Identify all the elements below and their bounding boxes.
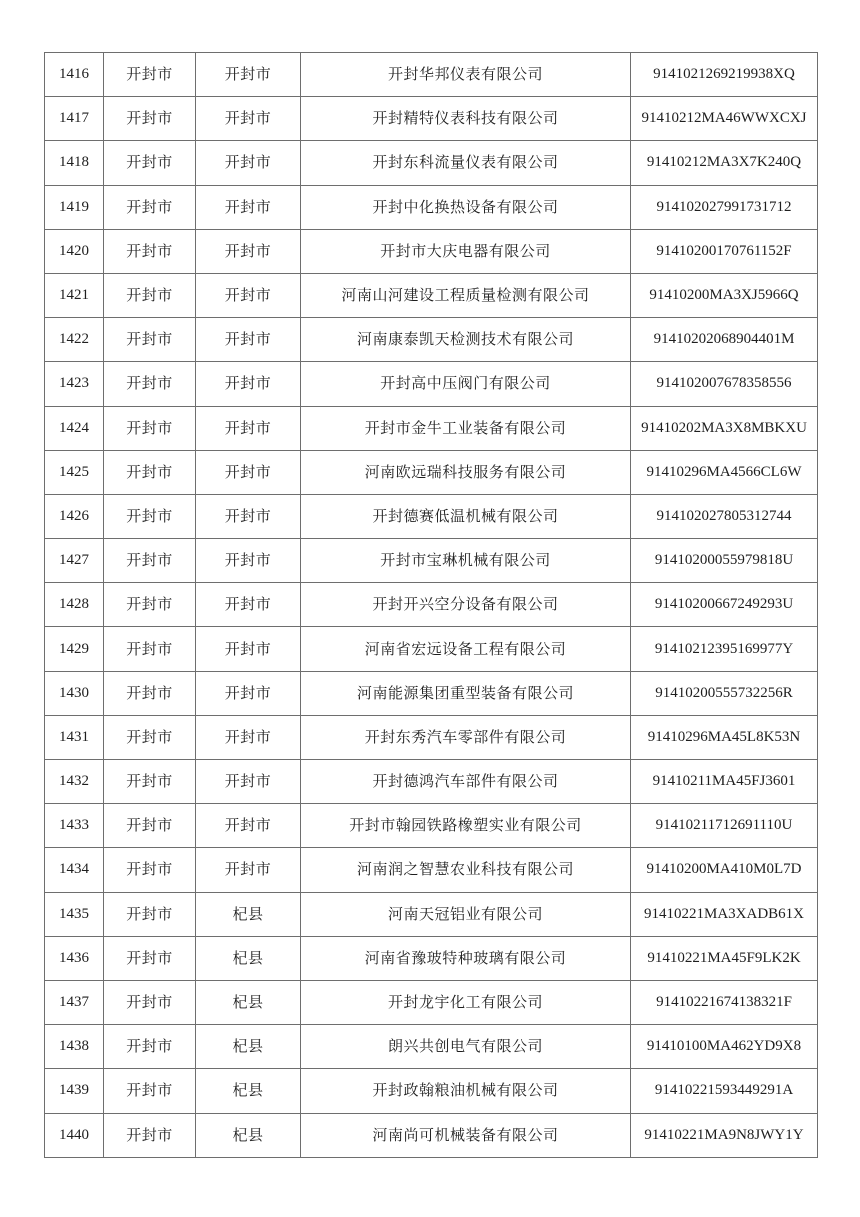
table-row (45, 450, 818, 494)
row-number: 1420 (45, 229, 104, 273)
city-cell: 开封市 (104, 760, 196, 804)
company-name-cell: 开封政翰粮油机械有限公司 (301, 1069, 631, 1113)
company-name-cell: 开封市金牛工业装备有限公司 (301, 406, 631, 450)
city-cell: 开封市 (104, 583, 196, 627)
county-cell: 开封市 (196, 760, 301, 804)
credit-code-cell: 9141021269219938XQ (631, 53, 818, 97)
company-name-cell: 开封华邦仪表有限公司 (301, 53, 631, 97)
row-number: 1425 (45, 450, 104, 494)
city-cell: 开封市 (104, 273, 196, 317)
city-cell: 开封市 (104, 1025, 196, 1069)
table-row (45, 980, 818, 1024)
row-number: 1418 (45, 141, 104, 185)
table-row (45, 715, 818, 759)
row-number: 1433 (45, 804, 104, 848)
city-cell: 开封市 (104, 1069, 196, 1113)
city-cell: 开封市 (104, 318, 196, 362)
table-row (45, 318, 818, 362)
row-number: 1440 (45, 1113, 104, 1157)
county-cell: 杞县 (196, 936, 301, 980)
table-row (45, 141, 818, 185)
county-cell: 开封市 (196, 450, 301, 494)
credit-code-cell: 91410221MA3XADB61X (631, 892, 818, 936)
row-number: 1439 (45, 1069, 104, 1113)
row-number: 1437 (45, 980, 104, 1024)
company-name-cell: 开封精特仪表科技有限公司 (301, 97, 631, 141)
row-number: 1424 (45, 406, 104, 450)
county-cell: 开封市 (196, 318, 301, 362)
city-cell: 开封市 (104, 494, 196, 538)
city-cell: 开封市 (104, 671, 196, 715)
county-cell: 开封市 (196, 141, 301, 185)
credit-code-cell: 91410212395169977Y (631, 627, 818, 671)
county-cell: 开封市 (196, 97, 301, 141)
row-number: 1417 (45, 97, 104, 141)
company-name-cell: 河南康泰凯天检测技术有限公司 (301, 318, 631, 362)
county-cell: 杞县 (196, 892, 301, 936)
table-row (45, 1069, 818, 1113)
company-name-cell: 河南天冠铝业有限公司 (301, 892, 631, 936)
company-name-cell: 河南能源集团重型装备有限公司 (301, 671, 631, 715)
credit-code-cell: 91410200555732256R (631, 671, 818, 715)
row-number: 1430 (45, 671, 104, 715)
company-name-cell: 开封龙宇化工有限公司 (301, 980, 631, 1024)
city-cell: 开封市 (104, 980, 196, 1024)
row-number: 1428 (45, 583, 104, 627)
row-number: 1422 (45, 318, 104, 362)
table-row (45, 362, 818, 406)
credit-code-cell: 91410200055979818U (631, 539, 818, 583)
credit-code-cell: 91410200MA3XJ5966Q (631, 273, 818, 317)
city-cell: 开封市 (104, 848, 196, 892)
row-number: 1434 (45, 848, 104, 892)
company-name-cell: 朗兴共创电气有限公司 (301, 1025, 631, 1069)
city-cell: 开封市 (104, 715, 196, 759)
county-cell: 开封市 (196, 715, 301, 759)
county-cell: 开封市 (196, 406, 301, 450)
city-cell: 开封市 (104, 362, 196, 406)
credit-code-cell: 914102027805312744 (631, 494, 818, 538)
company-name-cell: 河南省豫玻特种玻璃有限公司 (301, 936, 631, 980)
credit-code-cell: 91410202MA3X8MBKXU (631, 406, 818, 450)
company-name-cell: 河南尚可机械装备有限公司 (301, 1113, 631, 1157)
row-number: 1427 (45, 539, 104, 583)
credit-code-cell: 91410221MA9N8JWY1Y (631, 1113, 818, 1157)
table-row (45, 892, 818, 936)
company-list-table (44, 52, 818, 1158)
row-number: 1426 (45, 494, 104, 538)
table-row (45, 848, 818, 892)
credit-code-cell: 91410211712691110U (631, 804, 818, 848)
table-row (45, 1025, 818, 1069)
city-cell: 开封市 (104, 936, 196, 980)
company-name-cell: 开封高中压阀门有限公司 (301, 362, 631, 406)
row-number: 1423 (45, 362, 104, 406)
table-row (45, 97, 818, 141)
city-cell: 开封市 (104, 185, 196, 229)
county-cell: 杞县 (196, 1113, 301, 1157)
city-cell: 开封市 (104, 406, 196, 450)
row-number: 1419 (45, 185, 104, 229)
company-name-cell: 开封德赛低温机械有限公司 (301, 494, 631, 538)
credit-code-cell: 91410100MA462YD9X8 (631, 1025, 818, 1069)
county-cell: 杞县 (196, 980, 301, 1024)
county-cell: 杞县 (196, 1025, 301, 1069)
table-row (45, 760, 818, 804)
company-name-cell: 开封东科流量仪表有限公司 (301, 141, 631, 185)
table-row (45, 185, 818, 229)
city-cell: 开封市 (104, 1113, 196, 1157)
county-cell: 开封市 (196, 273, 301, 317)
row-number: 1429 (45, 627, 104, 671)
row-number: 1436 (45, 936, 104, 980)
credit-code-cell: 91410200MA410M0L7D (631, 848, 818, 892)
city-cell: 开封市 (104, 141, 196, 185)
county-cell: 开封市 (196, 362, 301, 406)
county-cell: 开封市 (196, 53, 301, 97)
row-number: 1432 (45, 760, 104, 804)
table-body (45, 53, 818, 1158)
city-cell: 开封市 (104, 627, 196, 671)
city-cell: 开封市 (104, 97, 196, 141)
county-cell: 杞县 (196, 1069, 301, 1113)
table-row (45, 229, 818, 273)
company-name-cell: 河南润之智慧农业科技有限公司 (301, 848, 631, 892)
company-name-cell: 河南欧远瑞科技服务有限公司 (301, 450, 631, 494)
credit-code-cell: 91410221674138321F (631, 980, 818, 1024)
city-cell: 开封市 (104, 892, 196, 936)
credit-code-cell: 914102007678358556 (631, 362, 818, 406)
county-cell: 开封市 (196, 848, 301, 892)
credit-code-cell: 91410221593449291A (631, 1069, 818, 1113)
table-row (45, 671, 818, 715)
company-name-cell: 开封中化换热设备有限公司 (301, 185, 631, 229)
city-cell: 开封市 (104, 450, 196, 494)
company-name-cell: 开封开兴空分设备有限公司 (301, 583, 631, 627)
county-cell: 开封市 (196, 539, 301, 583)
credit-code-cell: 91410200170761152F (631, 229, 818, 273)
row-number: 1421 (45, 273, 104, 317)
credit-code-cell: 91410212MA3X7K240Q (631, 141, 818, 185)
row-number: 1435 (45, 892, 104, 936)
credit-code-cell: 91410296MA45L8K53N (631, 715, 818, 759)
city-cell: 开封市 (104, 539, 196, 583)
table-row (45, 804, 818, 848)
table-row (45, 406, 818, 450)
table-row (45, 539, 818, 583)
company-name-cell: 开封市大庆电器有限公司 (301, 229, 631, 273)
row-number: 1438 (45, 1025, 104, 1069)
table-row (45, 273, 818, 317)
credit-code-cell: 914102027991731712 (631, 185, 818, 229)
company-name-cell: 河南山河建设工程质量检测有限公司 (301, 273, 631, 317)
county-cell: 开封市 (196, 185, 301, 229)
table-row (45, 1113, 818, 1157)
company-name-cell: 开封市宝琳机械有限公司 (301, 539, 631, 583)
table-row (45, 627, 818, 671)
city-cell: 开封市 (104, 53, 196, 97)
city-cell: 开封市 (104, 804, 196, 848)
row-number: 1416 (45, 53, 104, 97)
table-row (45, 494, 818, 538)
company-name-cell: 河南省宏远设备工程有限公司 (301, 627, 631, 671)
credit-code-cell: 91410211MA45FJ3601 (631, 760, 818, 804)
county-cell: 开封市 (196, 494, 301, 538)
company-name-cell: 开封市翰园铁路橡塑实业有限公司 (301, 804, 631, 848)
company-name-cell: 开封德鸿汽车部件有限公司 (301, 760, 631, 804)
county-cell: 开封市 (196, 583, 301, 627)
credit-code-cell: 91410202068904401M (631, 318, 818, 362)
table-row (45, 583, 818, 627)
city-cell: 开封市 (104, 229, 196, 273)
table-row (45, 936, 818, 980)
county-cell: 开封市 (196, 627, 301, 671)
county-cell: 开封市 (196, 804, 301, 848)
credit-code-cell: 91410200667249293U (631, 583, 818, 627)
county-cell: 开封市 (196, 229, 301, 273)
credit-code-cell: 91410296MA4566CL6W (631, 450, 818, 494)
table-row (45, 53, 818, 97)
county-cell: 开封市 (196, 671, 301, 715)
credit-code-cell: 91410212MA46WWXCXJ (631, 97, 818, 141)
credit-code-cell: 91410221MA45F9LK2K (631, 936, 818, 980)
company-name-cell: 开封东秀汽车零部件有限公司 (301, 715, 631, 759)
row-number: 1431 (45, 715, 104, 759)
